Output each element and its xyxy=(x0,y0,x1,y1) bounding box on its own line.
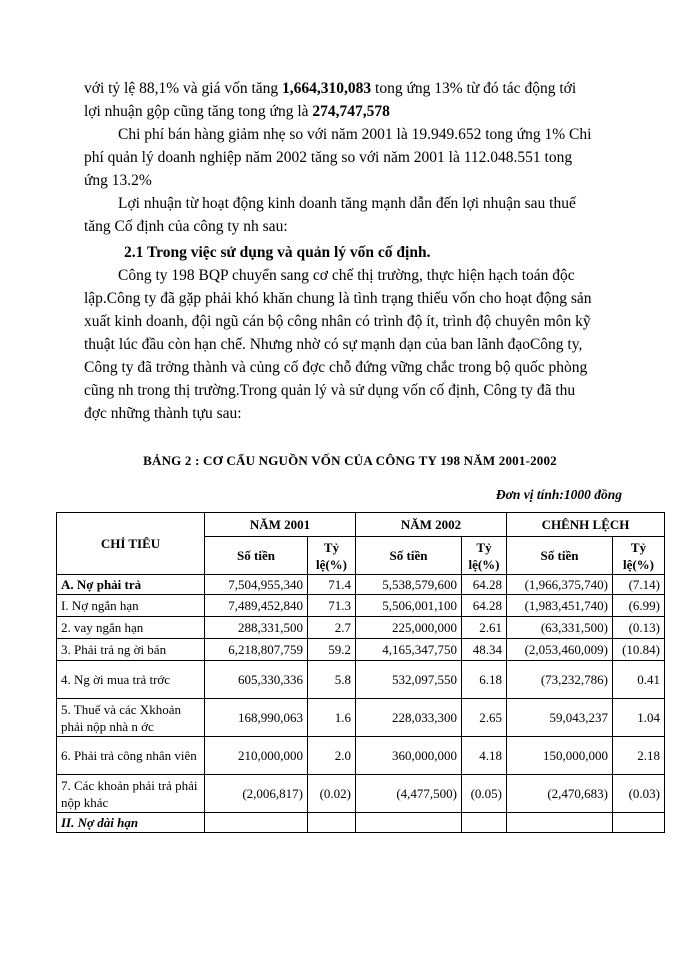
cell-value: (0.03) xyxy=(613,775,665,813)
text-line: với tỷ lệ 88,1% và giá vốn tăng 1,664,310,083 tong ứng 13% từ đó tác động tới xyxy=(84,80,577,97)
text-line: đợc những thành tựu sau: xyxy=(84,405,242,422)
header-so-tien: Số tiền xyxy=(356,537,462,575)
cell-value: 2.7 xyxy=(308,617,356,639)
table-row xyxy=(57,575,665,595)
cell-value: 1.6 xyxy=(308,699,356,737)
cell-value: (7.14) xyxy=(613,575,665,595)
row-label: 7. Các khoản phải trả phải nộp khác xyxy=(57,775,205,813)
row-label: 3. Phải trả ng ời bán xyxy=(57,639,205,661)
cell-value xyxy=(613,813,665,833)
cell-value: 7,489,452,840 xyxy=(205,595,308,617)
cell-value: (0.02) xyxy=(308,775,356,813)
paragraph-company xyxy=(84,264,636,425)
cell-value: 59.2 xyxy=(308,639,356,661)
cell-value: 48.34 xyxy=(462,639,507,661)
cell-value xyxy=(356,813,462,833)
cell-value: 2.18 xyxy=(613,737,665,775)
cell-value: 4.18 xyxy=(462,737,507,775)
table-row xyxy=(57,639,665,661)
row-label: 6. Phải trả công nhân viên xyxy=(57,737,205,775)
table-unit: Đơn vị tính:1000 đồng xyxy=(495,487,622,502)
cell-value: (0.13) xyxy=(613,617,665,639)
text-line: tăng Cố định của công ty nh sau: xyxy=(84,218,288,235)
header-so-tien: Số tiền xyxy=(507,537,613,575)
cell-value: 150,000,000 xyxy=(507,737,613,775)
row-label: 4. Ng ời mua trả trớc xyxy=(57,661,205,699)
cell-value: 1.04 xyxy=(613,699,665,737)
cell-value: 4,165,347,750 xyxy=(356,639,462,661)
cell-value xyxy=(308,813,356,833)
header-ty-le: Tỷ lệ(%) xyxy=(462,537,507,575)
cell-value: 2.61 xyxy=(462,617,507,639)
cell-value: (2,053,460,009) xyxy=(507,639,613,661)
cell-value xyxy=(205,813,308,833)
text-line: Công ty đã trởng thành và củng cố đợc chỗ đứng vững chắc trong bộ quốc phòng xyxy=(84,359,588,376)
cell-value: 71.3 xyxy=(308,595,356,617)
cell-value: 225,000,000 xyxy=(356,617,462,639)
cell-value: (1,983,451,740) xyxy=(507,595,613,617)
cell-value: 7,504,955,340 xyxy=(205,575,308,595)
cell-value: (73,232,786) xyxy=(507,661,613,699)
row-label: I. Nợ ngắn hạn xyxy=(57,595,205,617)
header-ty-le: Tỷ lệ(%) xyxy=(308,537,356,575)
header-ty-le: Tỷ lệ(%) xyxy=(613,537,665,575)
header-chi-tieu: CHỈ TIÊU xyxy=(57,513,205,575)
cell-value: (4,477,500) xyxy=(356,775,462,813)
cell-value: 2.65 xyxy=(462,699,507,737)
cell-value: 71.4 xyxy=(308,575,356,595)
cell-value: 360,000,000 xyxy=(356,737,462,775)
text-line: thuật lúc đầu còn hạn chế. Nhưng nhờ có sự mạnh dạn của ban lãnh đạoCông ty, xyxy=(84,336,583,353)
paragraph-cost xyxy=(84,77,636,123)
text-line: Lợi nhuận từ hoạt động kinh doanh tăng mạnh dẫn đến lợi nhuận sau thuế xyxy=(118,195,576,212)
table-title: BẢNG 2 : CƠ CẤU NGUỒN VỐN CỦA CÔNG TY 198 NĂM 2001-2002 xyxy=(143,453,557,468)
row-label: II. Nợ dài hạn xyxy=(57,813,205,833)
cell-value xyxy=(507,813,613,833)
table-row xyxy=(57,617,665,639)
table-row xyxy=(57,699,665,737)
cell-value: (0.05) xyxy=(462,775,507,813)
row-label: 5. Thuế và các Xkhoản phải nộp nhà n ớc xyxy=(57,699,205,737)
header-chenh-lech: CHÊNH LỆCH xyxy=(507,513,665,537)
row-label: A. Nợ phải trả xyxy=(57,575,205,595)
cell-value: 605,330,336 xyxy=(205,661,308,699)
cell-value: (63,331,500) xyxy=(507,617,613,639)
row-label: 2. vay ngắn hạn xyxy=(57,617,205,639)
text-line: cũng nh trong thị trường.Trong quản lý và sử dụng vốn cố định, Công ty đã thu xyxy=(84,382,576,399)
header-so-tien: Số tiền xyxy=(205,537,308,575)
table-row xyxy=(57,775,665,813)
text-line: Công ty 198 BQP chuyển sang cơ chế thị trường, thực hiện hạch toán độc xyxy=(118,267,575,284)
header-nam-2002: NĂM 2002 xyxy=(356,513,507,537)
capital-structure-table xyxy=(56,512,665,833)
text-line: lợi nhuận gộp cũng tăng tong ứng là 274,747,578 xyxy=(84,103,390,120)
paragraph-profit xyxy=(84,192,636,238)
table-row xyxy=(57,813,665,833)
cell-value: (10.84) xyxy=(613,639,665,661)
cell-value: 64.28 xyxy=(462,595,507,617)
text-line: Chi phí bán hàng giảm nhẹ so với năm 2001 là 19.949.652 tong ứng 1% Chi xyxy=(118,126,592,143)
cell-value: (6.99) xyxy=(613,595,665,617)
section-heading: 2.1 Trong việc sử dụng và quản lý vốn cố định. xyxy=(124,244,431,261)
cell-value: 288,331,500 xyxy=(205,617,308,639)
table-row xyxy=(57,661,665,699)
cell-value: 228,033,300 xyxy=(356,699,462,737)
cell-value: 6,218,807,759 xyxy=(205,639,308,661)
table-row xyxy=(57,737,665,775)
text-line: phí quản lý doanh nghiệp năm 2002 tăng so với năm 2001 là 112.048.551 tong xyxy=(84,149,573,166)
cell-value: 5,506,001,100 xyxy=(356,595,462,617)
cell-value: 210,000,000 xyxy=(205,737,308,775)
table-row xyxy=(57,595,665,617)
text-line: xuất kinh doanh, đội ngũ cán bộ công nhân có trình độ ít, trình độ chuyên môn kỹ xyxy=(84,313,591,330)
cell-value: 5.8 xyxy=(308,661,356,699)
header-nam-2001: NĂM 2001 xyxy=(205,513,356,537)
cell-value: 59,043,237 xyxy=(507,699,613,737)
cell-value: 0.41 xyxy=(613,661,665,699)
cell-value: (2,470,683) xyxy=(507,775,613,813)
text-line: lập.Công ty đã gặp phải khó khăn chung là tình trạng thiếu vốn cho hoạt động sản xyxy=(84,290,592,307)
cell-value: 6.18 xyxy=(462,661,507,699)
cell-value xyxy=(462,813,507,833)
cell-value: 64.28 xyxy=(462,575,507,595)
cell-value: 5,538,579,600 xyxy=(356,575,462,595)
text-line: ứng 13.2% xyxy=(84,172,152,189)
cell-value: (2,006,817) xyxy=(205,775,308,813)
cell-value: 168,990,063 xyxy=(205,699,308,737)
cell-value: (1,966,375,740) xyxy=(507,575,613,595)
paragraph-expenses xyxy=(84,123,636,192)
cell-value: 532,097,550 xyxy=(356,661,462,699)
cell-value: 2.0 xyxy=(308,737,356,775)
